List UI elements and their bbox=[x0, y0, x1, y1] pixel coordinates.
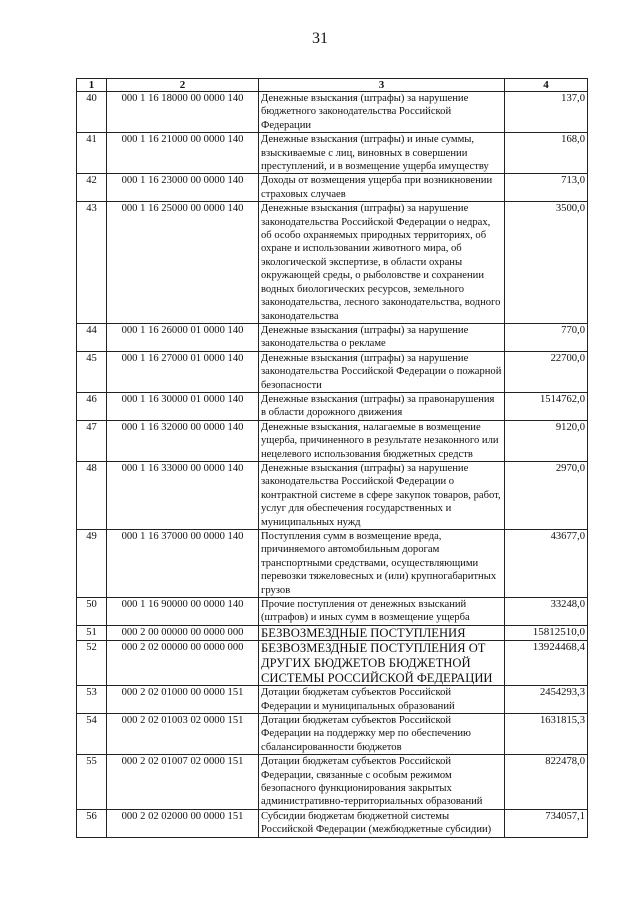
amount-value: 13924468,4 bbox=[505, 641, 588, 686]
table-row bbox=[77, 530, 588, 598]
table-row bbox=[77, 755, 588, 810]
table-row bbox=[77, 133, 588, 174]
table-row bbox=[77, 809, 588, 837]
revenue-name: БЕЗВОЗМЕЗДНЫЕ ПОСТУПЛЕНИЯ bbox=[259, 625, 505, 641]
table-row bbox=[77, 461, 588, 529]
budget-code: 000 1 16 18000 00 0000 140 bbox=[107, 92, 259, 133]
revenue-name: Прочие поступления от денежных взысканий (штрафов) и иных сумм в возмещение ущерба bbox=[259, 598, 505, 626]
row-number: 52 bbox=[77, 641, 107, 686]
amount-value: 734057,1 bbox=[505, 809, 588, 837]
table-row bbox=[77, 174, 588, 202]
table-row bbox=[77, 598, 588, 626]
amount-value: 713,0 bbox=[505, 174, 588, 202]
budget-code: 000 1 16 27000 01 0000 140 bbox=[107, 351, 259, 392]
table-row bbox=[77, 641, 588, 686]
amount-value: 43677,0 bbox=[505, 530, 588, 598]
row-number: 56 bbox=[77, 809, 107, 837]
budget-code: 000 1 16 90000 00 0000 140 bbox=[107, 598, 259, 626]
budget-code: 000 1 16 25000 00 0000 140 bbox=[107, 202, 259, 324]
amount-value: 9120,0 bbox=[505, 420, 588, 461]
table-row bbox=[77, 420, 588, 461]
revenue-name: Субсидии бюджетам бюджетной системы Российской Федерации (межбюджетные субсидии) bbox=[259, 809, 505, 837]
row-number: 49 bbox=[77, 530, 107, 598]
header-col-4: 4 bbox=[505, 79, 588, 92]
table-row bbox=[77, 351, 588, 392]
row-number: 50 bbox=[77, 598, 107, 626]
table-row bbox=[77, 686, 588, 714]
row-number: 41 bbox=[77, 133, 107, 174]
amount-value: 22700,0 bbox=[505, 351, 588, 392]
row-number: 44 bbox=[77, 323, 107, 351]
header-col-1: 1 bbox=[77, 79, 107, 92]
revenue-table bbox=[76, 78, 588, 838]
row-number: 51 bbox=[77, 625, 107, 641]
amount-value: 3500,0 bbox=[505, 202, 588, 324]
amount-value: 1631815,3 bbox=[505, 714, 588, 755]
row-number: 40 bbox=[77, 92, 107, 133]
budget-code: 000 1 16 23000 00 0000 140 bbox=[107, 174, 259, 202]
revenue-name: Дотации бюджетам субъектов Российской Федерации, связанные с особым режимом безопасного функционирования закрытых административно-территориальных образований bbox=[259, 755, 505, 810]
amount-value: 1514762,0 bbox=[505, 392, 588, 420]
revenue-name: Денежные взыскания (штрафы) за нарушение законодательства Российской Федерации о контрактной системе в сфере закупок товаров, работ, услуг для обеспечения государственных и муниципальных нужд bbox=[259, 461, 505, 529]
row-number: 47 bbox=[77, 420, 107, 461]
budget-code: 000 2 00 00000 00 0000 000 bbox=[107, 625, 259, 641]
revenue-name: Денежные взыскания, налагаемые в возмещение ущерба, причиненного в результате незаконного или нецелевого использования бюджетных средств bbox=[259, 420, 505, 461]
budget-code: 000 1 16 32000 00 0000 140 bbox=[107, 420, 259, 461]
amount-value: 137,0 bbox=[505, 92, 588, 133]
budget-code: 000 1 16 30000 01 0000 140 bbox=[107, 392, 259, 420]
amount-value: 33248,0 bbox=[505, 598, 588, 626]
revenue-name: Поступления сумм в возмещение вреда, причиняемого автомобильным дорогам транспортными средствами, осуществляющими перевозки тяжеловесных и (или) крупногабаритных грузов bbox=[259, 530, 505, 598]
revenue-name: Дотации бюджетам субъектов Российской Федерации и муниципальных образований bbox=[259, 686, 505, 714]
table-body bbox=[77, 92, 588, 838]
header-col-2: 2 bbox=[107, 79, 259, 92]
budget-code: 000 2 02 00000 00 0000 000 bbox=[107, 641, 259, 686]
row-number: 55 bbox=[77, 755, 107, 810]
table-row bbox=[77, 625, 588, 641]
row-number: 54 bbox=[77, 714, 107, 755]
page-number: 31 bbox=[312, 30, 328, 47]
budget-code: 000 2 02 01007 02 0000 151 bbox=[107, 755, 259, 810]
revenue-name: Денежные взыскания (штрафы) за нарушение законодательства Российской Федерации о пожарной безопасности bbox=[259, 351, 505, 392]
revenue-name: Денежные взыскания (штрафы) за правонарушения в области дорожного движения bbox=[259, 392, 505, 420]
budget-code: 000 2 02 01003 02 0000 151 bbox=[107, 714, 259, 755]
revenue-name: Денежные взыскания (штрафы) за нарушение законодательства о рекламе bbox=[259, 323, 505, 351]
budget-code: 000 1 16 33000 00 0000 140 bbox=[107, 461, 259, 529]
row-number: 43 bbox=[77, 202, 107, 324]
budget-code: 000 2 02 02000 00 0000 151 bbox=[107, 809, 259, 837]
revenue-name: Доходы от возмещения ущерба при возникновении страховых случаев bbox=[259, 174, 505, 202]
revenue-name: Денежные взыскания (штрафы) за нарушение бюджетного законодательства Российской Федерации bbox=[259, 92, 505, 133]
budget-code: 000 1 16 37000 00 0000 140 bbox=[107, 530, 259, 598]
table-row bbox=[77, 392, 588, 420]
table-header bbox=[77, 79, 588, 92]
row-number: 48 bbox=[77, 461, 107, 529]
amount-value: 822478,0 bbox=[505, 755, 588, 810]
budget-code: 000 1 16 21000 00 0000 140 bbox=[107, 133, 259, 174]
budget-code: 000 1 16 26000 01 0000 140 bbox=[107, 323, 259, 351]
revenue-name: Денежные взыскания (штрафы) и иные суммы, взыскиваемые с лиц, виновных в совершении преступлений, и в возмещение ущерба имуществу bbox=[259, 133, 505, 174]
table-row bbox=[77, 714, 588, 755]
table-row bbox=[77, 92, 588, 133]
row-number: 53 bbox=[77, 686, 107, 714]
amount-value: 770,0 bbox=[505, 323, 588, 351]
revenue-name: Дотации бюджетам субъектов Российской Федерации на поддержку мер по обеспечению сбалансированности бюджетов bbox=[259, 714, 505, 755]
amount-value: 2454293,3 bbox=[505, 686, 588, 714]
revenue-name: БЕЗВОЗМЕЗДНЫЕ ПОСТУПЛЕНИЯ ОТ ДРУГИХ БЮДЖЕТОВ БЮДЖЕТНОЙ СИСТЕМЫ РОССИЙСКОЙ ФЕДЕРАЦИИ bbox=[259, 641, 505, 686]
table-row bbox=[77, 202, 588, 324]
amount-value: 15812510,0 bbox=[505, 625, 588, 641]
header-col-3: 3 bbox=[259, 79, 505, 92]
amount-value: 2970,0 bbox=[505, 461, 588, 529]
row-number: 42 bbox=[77, 174, 107, 202]
budget-code: 000 2 02 01000 00 0000 151 bbox=[107, 686, 259, 714]
row-number: 46 bbox=[77, 392, 107, 420]
amount-value: 168,0 bbox=[505, 133, 588, 174]
row-number: 45 bbox=[77, 351, 107, 392]
revenue-name: Денежные взыскания (штрафы) за нарушение законодательства Российской Федерации о недрах, об особо охраняемых природных территориях, об охране и использовании животного мира, об экологической экспертизе, в области охраны окружающей среды, о рыболовстве и сохранении водных биологических ресурсов, земельного законодательства, лесного законодательства, водного законодательства bbox=[259, 202, 505, 324]
table-row bbox=[77, 323, 588, 351]
